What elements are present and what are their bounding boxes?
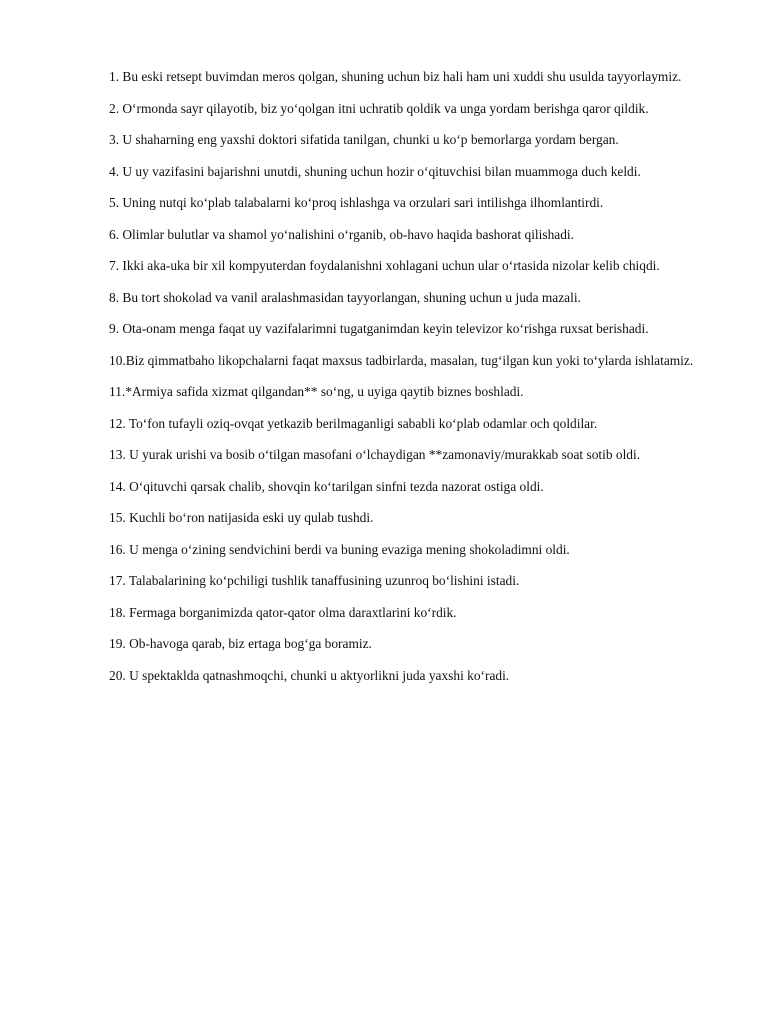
list-item: 18. Fermaga borganimizda qator-qator olma daraxtlarini ko‘rdik. xyxy=(109,604,457,620)
list-item: 7. Ikki aka-uka bir xil kompyuterdan foydalanishni xohlagani uchun ular o‘rtasida nizolar kelib chiqdi. xyxy=(109,258,660,273)
list-item: 16. U menga o‘zining sendvichini berdi va buning evaziga mening shokoladimni oldi. xyxy=(109,541,570,557)
list-item: 14. O‘qituvchi qarsak chalib, shovqin ko‘tarilgan sinfni tezda nazorat ostiga oldi. xyxy=(109,478,544,494)
list-item: 4. U uy vazifasini bajarishni unutdi, shuning uchun hozir o‘qituvchisi bilan muammoga duch keldi. xyxy=(109,163,641,179)
list-item: 9. Ota-onam menga faqat uy vazifalarimni tugatganimdan keyin televizor ko‘rishga ruxsat berishadi. xyxy=(109,321,649,336)
list-item: 20. U spektaklda qatnashmoqchi, chunki u aktyorlikni juda yaxshi ko‘radi. xyxy=(109,667,510,683)
list-item: 8. Bu tort shokolad va vanil aralashmasidan tayyorlangan, shuning uchun u juda mazali. xyxy=(109,289,581,305)
list-item: 6. Olimlar bulutlar va shamol yo‘nalishini o‘rganib, ob-havo haqida bashorat qilishadi. xyxy=(109,226,574,242)
sentence-list xyxy=(109,67,704,697)
list-item: 1. Bu eski retsept buvimdan meros qolgan, shuning uchun biz hali ham uni xuddi shu usulda tayyorlaymiz. xyxy=(109,69,682,84)
list-item: 19. Ob-havoga qarab, biz ertaga bog‘ga boramiz. xyxy=(109,636,372,651)
list-item: 13. U yurak urishi va bosib o‘tilgan masofani o‘lchaydigan **zamonaviy/murakkab soat sotib oldi. xyxy=(109,447,641,462)
list-item: 10.Biz qimmatbaho likopchalarni faqat maxsus tadbirlarda, masalan, tug‘ilgan kun yoki to‘ylarda ishlatamiz. xyxy=(109,352,694,368)
list-item: 15. Kuchli bo‘ron natijasida eski uy qulab tushdi. xyxy=(109,510,374,525)
list-item: 17. Talabalarining ko‘pchiligi tushlik tanaffusining uzunroq bo‘lishini istadi. xyxy=(109,573,520,588)
list-item: 11.*Armiya safida xizmat qilgandan** so‘ng, u uyiga qaytib biznes boshladi. xyxy=(109,384,524,399)
list-item: 5. Uning nutqi ko‘plab talabalarni ko‘proq ishlashga va orzulari sari intilishga ilhomlantirdi. xyxy=(109,195,604,210)
list-item: 2. O‘rmonda sayr qilayotib, biz yo‘qolgan itni uchratib qoldik va unga yordam berishga qaror qildik. xyxy=(109,100,649,116)
list-item: 3. U shaharning eng yaxshi doktori sifatida tanilgan, chunki u ko‘p bemorlarga yordam bergan. xyxy=(109,132,619,147)
list-item: 12. To‘fon tufayli oziq-ovqat yetkazib berilmaganligi sababli ko‘plab odamlar och qoldilar. xyxy=(109,415,598,431)
